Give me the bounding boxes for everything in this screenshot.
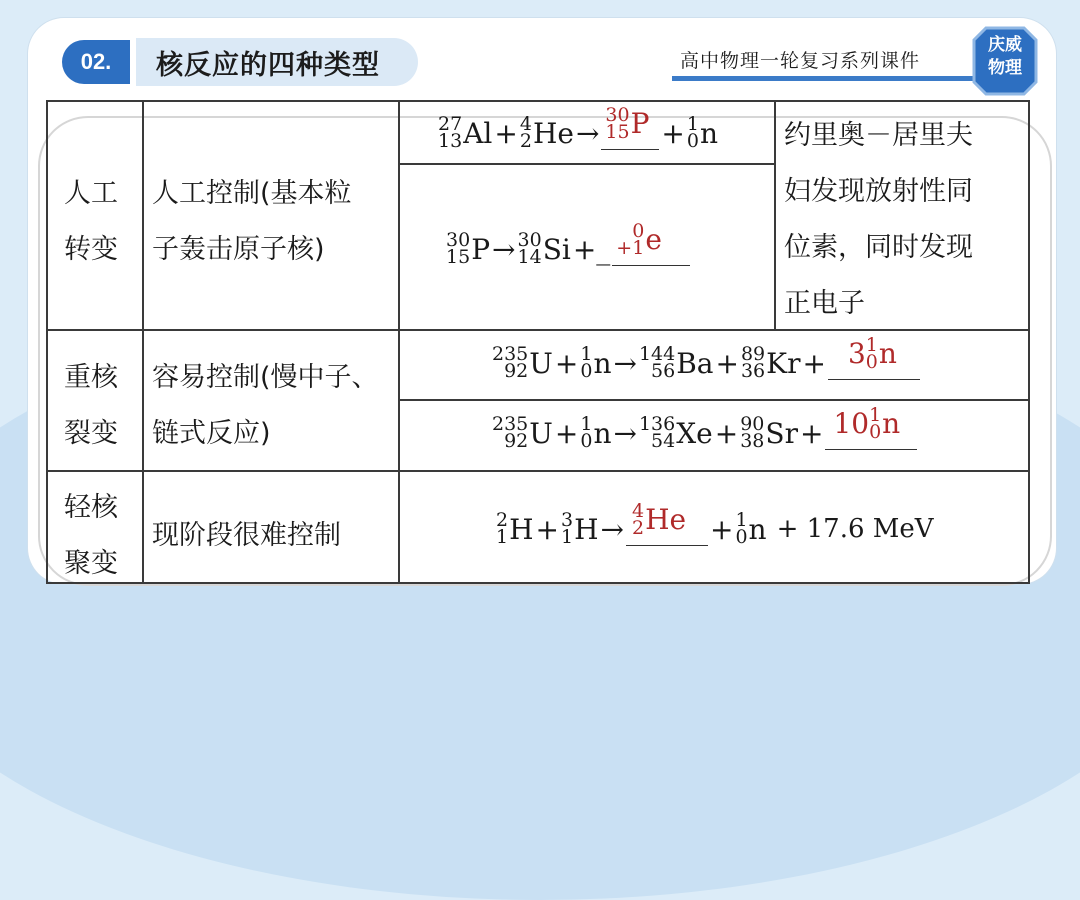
equation-fission-kr: 235 92 U + 1 0 n → 144 56 Ba + 89 36 Kr + 3 1 0 n — [492, 346, 920, 380]
control-fission: 容易控制(慢中子、 链式反应) — [152, 362, 379, 449]
type-fission: 重核 裂变 — [64, 362, 118, 449]
reaction-table — [46, 100, 1030, 584]
type-artificial: 人工 转变 — [64, 178, 118, 265]
answer-blank: 30 15 P — [601, 117, 659, 150]
series-underline — [672, 76, 974, 81]
answer-blank: 10 1 0 n — [825, 417, 917, 450]
section-title: 核反应的四种类型 — [136, 38, 418, 86]
answer-blank: 0 +1 e — [612, 233, 690, 266]
type-fusion: 轻核 聚变 — [64, 492, 118, 579]
equation-fusion: 2 1 H + 3 1 H → 4 2 He + 1 0 n + 17.6 MeV — [496, 499, 934, 548]
equation-fission-sr: 235 92 U + 1 0 n → 136 54 Xe + 90 38 Sr + 10 1 0 n — [492, 416, 917, 450]
control-artificial: 人工控制(基本粒 子轰击原子核) — [152, 178, 352, 265]
answer-blank: 4 2 He — [626, 513, 708, 546]
equation-al-alpha: 27 13 Al + 4 2 He → 30 15 P + 1 0 n — [438, 103, 719, 152]
discoverer-note: 约里奥－居里夫 妇发现放射性同 位素，同时发现 正电子 — [784, 120, 973, 319]
answer-blank: 3 1 0 n — [828, 347, 920, 380]
series-title: 高中物理一轮复习系列课件 — [680, 50, 921, 72]
section-number: 02. — [62, 40, 130, 84]
control-fusion: 现阶段很难控制 — [152, 520, 341, 551]
equation-p-decay: 30 15 P → 30 14 Si +_ 0 +1 e — [446, 232, 690, 266]
badge-label: 庆威 物理 — [988, 35, 1022, 78]
